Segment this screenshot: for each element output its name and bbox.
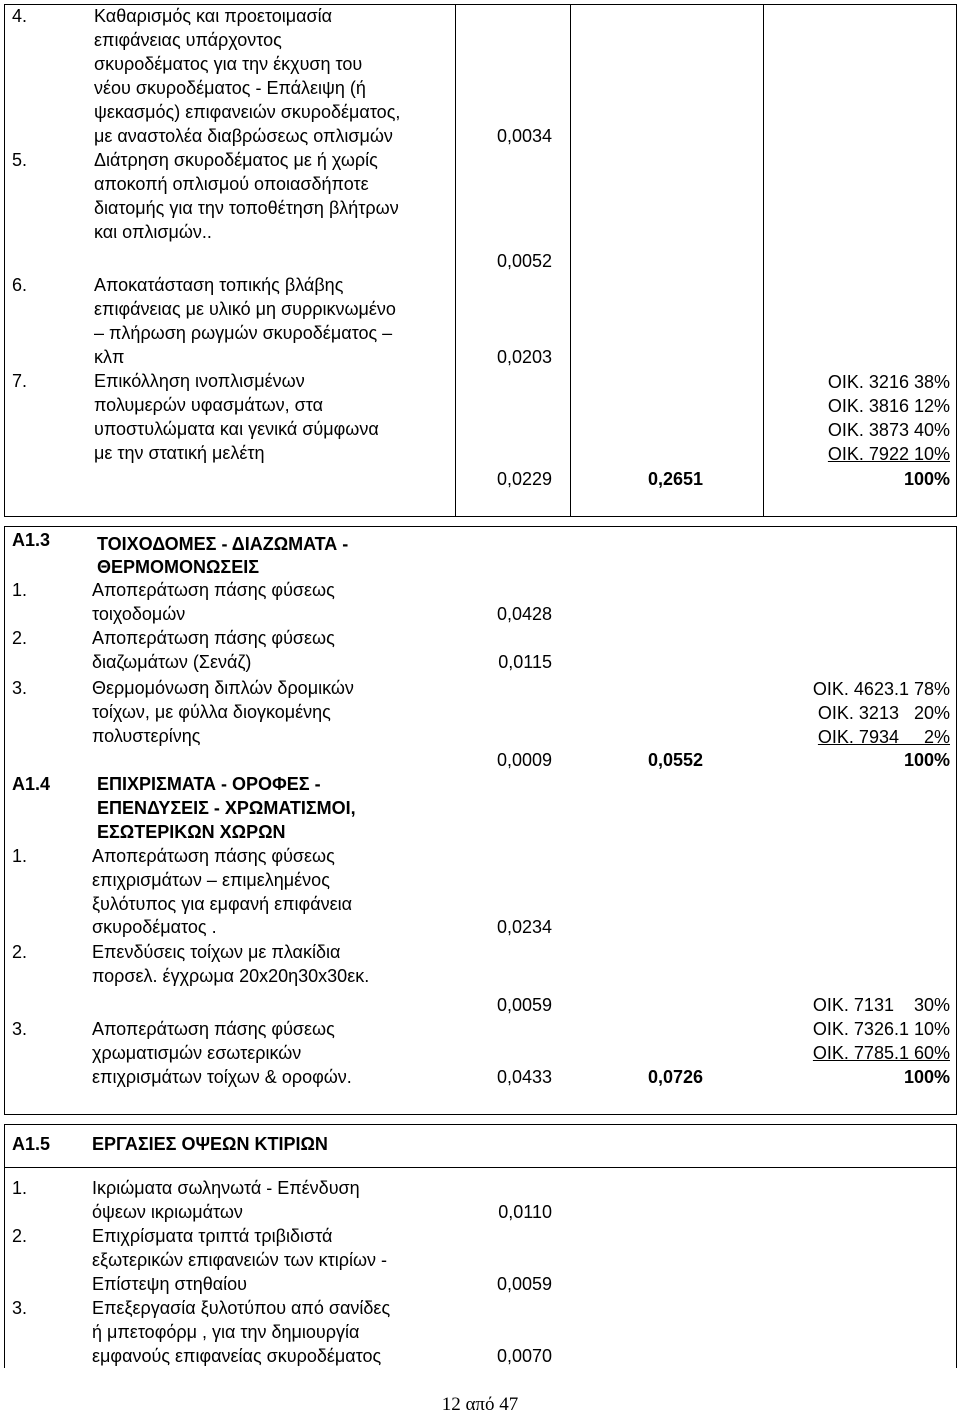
row-text-line: Επεξεργασία ξυλοτύπου από σανίδες bbox=[92, 1298, 391, 1318]
row-text-line: Επιχρίσματα τριπτά τριβιδιστά bbox=[92, 1226, 333, 1246]
row-number: 2. bbox=[12, 1226, 28, 1246]
row-value: 0,0428 bbox=[496, 604, 552, 624]
section-title-line: ΕΠΙΧΡΙΣΜΑΤΑ - ΟΡΟΦΕΣ - bbox=[97, 774, 321, 794]
row-number: 2. bbox=[12, 628, 28, 648]
row-text-line: Διάτρηση σκυροδέματος με ή χωρίς bbox=[94, 150, 378, 170]
row-text-line: Αποπεράτωση πάσης φύσεως bbox=[92, 580, 335, 600]
row-value: 0,0052 bbox=[496, 251, 552, 271]
code-line: ΟΙΚ. 7785.1 60% bbox=[812, 1043, 950, 1063]
row-text-line: με την στατική μελέτη bbox=[94, 443, 265, 463]
s3-top-border bbox=[4, 1124, 957, 1125]
row-text-line: νέου σκυροδέματος - Επάλειψη (ή bbox=[94, 78, 366, 98]
row-text-line: τοίχων, με φύλλα διογκομένης bbox=[92, 702, 331, 722]
section-title-line: ΕΣΩΤΕΡΙΚΩΝ ΧΩΡΩΝ bbox=[97, 822, 286, 842]
s3-header-divider bbox=[4, 1167, 957, 1168]
row-text-line: κλπ bbox=[94, 347, 125, 367]
row-number: 3. bbox=[12, 678, 28, 698]
row-text-line: όψεων ικριωμάτων bbox=[92, 1202, 243, 1222]
row-number: 7. bbox=[12, 371, 28, 391]
row-value: 0,0203 bbox=[496, 347, 552, 367]
row-text-line: εμφανούς επιφανείας σκυροδέματος bbox=[92, 1346, 382, 1366]
row-value: 0,0070 bbox=[496, 1346, 552, 1366]
s1-col-divider-1 bbox=[455, 4, 456, 517]
row-value: 0,0059 bbox=[496, 1274, 552, 1294]
section-title-line: ΕΠΕΝΔΥΣΕΙΣ - ΧΡΩΜΑΤΙΣΜΟΙ, bbox=[97, 798, 356, 818]
s1-col-divider-3 bbox=[763, 4, 764, 517]
section-title-line: ΘΕΡΜΟΜΟΝΩΣΕΙΣ bbox=[97, 557, 260, 577]
code-line: ΟΙΚ. 7922 10% bbox=[827, 444, 950, 464]
code-line: ΟΙΚ. 3213 20% bbox=[817, 703, 950, 723]
s3-left-border bbox=[4, 1124, 5, 1368]
code-line: ΟΙΚ. 3873 40% bbox=[827, 420, 950, 440]
row-number: 5. bbox=[12, 150, 28, 170]
row-value: 0,0110 bbox=[498, 1202, 552, 1222]
row-number: 2. bbox=[12, 942, 28, 962]
row-value: 0,0034 bbox=[496, 126, 552, 146]
row-text-line: Επικόλληση ινοπλισμένων bbox=[94, 371, 305, 391]
section-code: Α1.5 bbox=[12, 1134, 51, 1154]
pct-total: 100% bbox=[903, 1067, 950, 1087]
s1-right-border bbox=[956, 4, 957, 517]
code-line: ΟΙΚ. 3816 12% bbox=[827, 396, 950, 416]
row-text-line: Επίστεψη στηθαίου bbox=[92, 1274, 248, 1294]
row-text-line: Αποπεράτωση πάσης φύσεως bbox=[92, 628, 335, 648]
row-value: 0,0059 bbox=[496, 995, 552, 1015]
code-line: ΟΙΚ. 4623.1 78% bbox=[812, 679, 950, 699]
row-text-line: Αποκατάσταση τοπικής βλάβης bbox=[94, 275, 344, 295]
row-number: 1. bbox=[12, 580, 28, 600]
s3-right-border bbox=[956, 1124, 957, 1368]
row-number: 3. bbox=[12, 1019, 28, 1039]
row-text-line: Αποπεράτωση πάσης φύσεως bbox=[92, 1019, 335, 1039]
row-text-line: εξωτερικών επιφανειών των κτιρίων - bbox=[92, 1250, 387, 1270]
row-text-line: Καθαρισμός και προετοιμασία bbox=[94, 6, 333, 26]
row-value: 0,0009 bbox=[496, 750, 552, 770]
row-text-line: διαζωμάτων (Σενάζ) bbox=[92, 652, 252, 672]
row-text-line: υποστυλώματα και γενικά σύμφωνα bbox=[94, 419, 379, 439]
row-text-line: σκυροδέματος . bbox=[92, 917, 217, 937]
row-text-line: πορσελ. έγχρωμα 20x20η30x30εκ. bbox=[92, 966, 370, 986]
row-text-line: Θερμομόνωση διπλών δρομικών bbox=[92, 678, 354, 698]
row-text-line: χρωματισμών εσωτερικών bbox=[92, 1043, 302, 1063]
pct-total: 100% bbox=[903, 469, 950, 489]
row-number: 4. bbox=[12, 6, 28, 26]
row-number: 1. bbox=[12, 846, 28, 866]
row-text-line: ή μπετοφόρμ , για την δημιουργία bbox=[92, 1322, 360, 1342]
row-text-line: επιχρισμάτων τοίχων & οροφών. bbox=[92, 1067, 352, 1087]
section-title: ΕΡΓΑΣΙΕΣ ΟΨΕΩΝ ΚΤΙΡΙΩΝ bbox=[92, 1134, 328, 1154]
row-text-line: πολυστερίνης bbox=[92, 726, 201, 746]
row-text-line: Ικριώματα σωληνωτά - Επένδυση bbox=[92, 1178, 360, 1198]
code-line: ΟΙΚ. 7934 2% bbox=[817, 727, 950, 747]
section-title-line: ΤΟΙΧΟΔΟΜΕΣ - ΔΙΑΖΩΜΑΤΑ - bbox=[97, 534, 349, 554]
pct-total: 100% bbox=[903, 750, 950, 770]
row-text-line: ξυλότυπος για εμφανή επιφάνεια bbox=[92, 894, 353, 914]
row-text-line: τοιχοδομών bbox=[92, 604, 186, 624]
row-text-line: Αποπεράτωση πάσης φύσεως bbox=[92, 846, 335, 866]
code-line: ΟΙΚ. 7131 30% bbox=[812, 995, 950, 1015]
row-text-line: σκυροδέματος για την έκχυση του bbox=[94, 54, 363, 74]
row-value: 0,0229 bbox=[496, 469, 552, 489]
s1-col-divider-2 bbox=[570, 4, 571, 517]
section-code: Α1.3 bbox=[12, 530, 51, 550]
s1-left-border bbox=[4, 4, 5, 517]
code-line: ΟΙΚ. 7326.1 10% bbox=[812, 1019, 950, 1039]
section-code: Α1.4 bbox=[12, 774, 51, 794]
row-text-line: επιχρισμάτων – επιμελημένος bbox=[92, 870, 330, 890]
s2-right-border bbox=[956, 526, 957, 1115]
row-text-line: – πλήρωση ρωγμών σκυροδέματος – bbox=[94, 323, 393, 343]
row-text-line: αποκοπή οπλισμού οποιασδήποτε bbox=[94, 174, 369, 194]
s2-left-border bbox=[4, 526, 5, 1115]
row-text-line: και οπλισμών.. bbox=[94, 222, 212, 242]
row-text-line: πολυμερών υφασμάτων, στα bbox=[94, 395, 324, 415]
page-number: 12 από 47 bbox=[441, 1394, 519, 1415]
row-number: 6. bbox=[12, 275, 28, 295]
row-number: 1. bbox=[12, 1178, 28, 1198]
s2-top-border bbox=[4, 526, 957, 527]
row-text-line: επιφάνειας υπάρχοντος bbox=[94, 30, 282, 50]
row-text-line: επιφάνειας με υλικό μη συρρικνωμένο bbox=[94, 299, 396, 319]
row-value: 0,0433 bbox=[496, 1067, 552, 1087]
row-text-line: Επενδύσεις τοίχων με πλακίδια bbox=[92, 942, 341, 962]
s2-bottom-border bbox=[4, 1114, 957, 1115]
s2-a14-total: 0,0726 bbox=[647, 1067, 703, 1087]
row-text-line: διατομής για την τοποθέτηση βλήτρων bbox=[94, 198, 399, 218]
row-text-line: ψεκασμός) επιφανειών σκυροδέματος, bbox=[94, 102, 401, 122]
row-text-line: με αναστολέα διαβρώσεως οπλισμών bbox=[94, 126, 393, 146]
s1-bottom-border bbox=[4, 516, 957, 517]
s2-a13-total: 0,0552 bbox=[647, 750, 703, 770]
row-number: 3. bbox=[12, 1298, 28, 1318]
row-value: 0,0234 bbox=[496, 917, 552, 937]
code-line: ΟΙΚ. 3216 38% bbox=[827, 372, 950, 392]
s1-total: 0,2651 bbox=[647, 469, 703, 489]
row-value: 0,0115 bbox=[498, 652, 552, 672]
